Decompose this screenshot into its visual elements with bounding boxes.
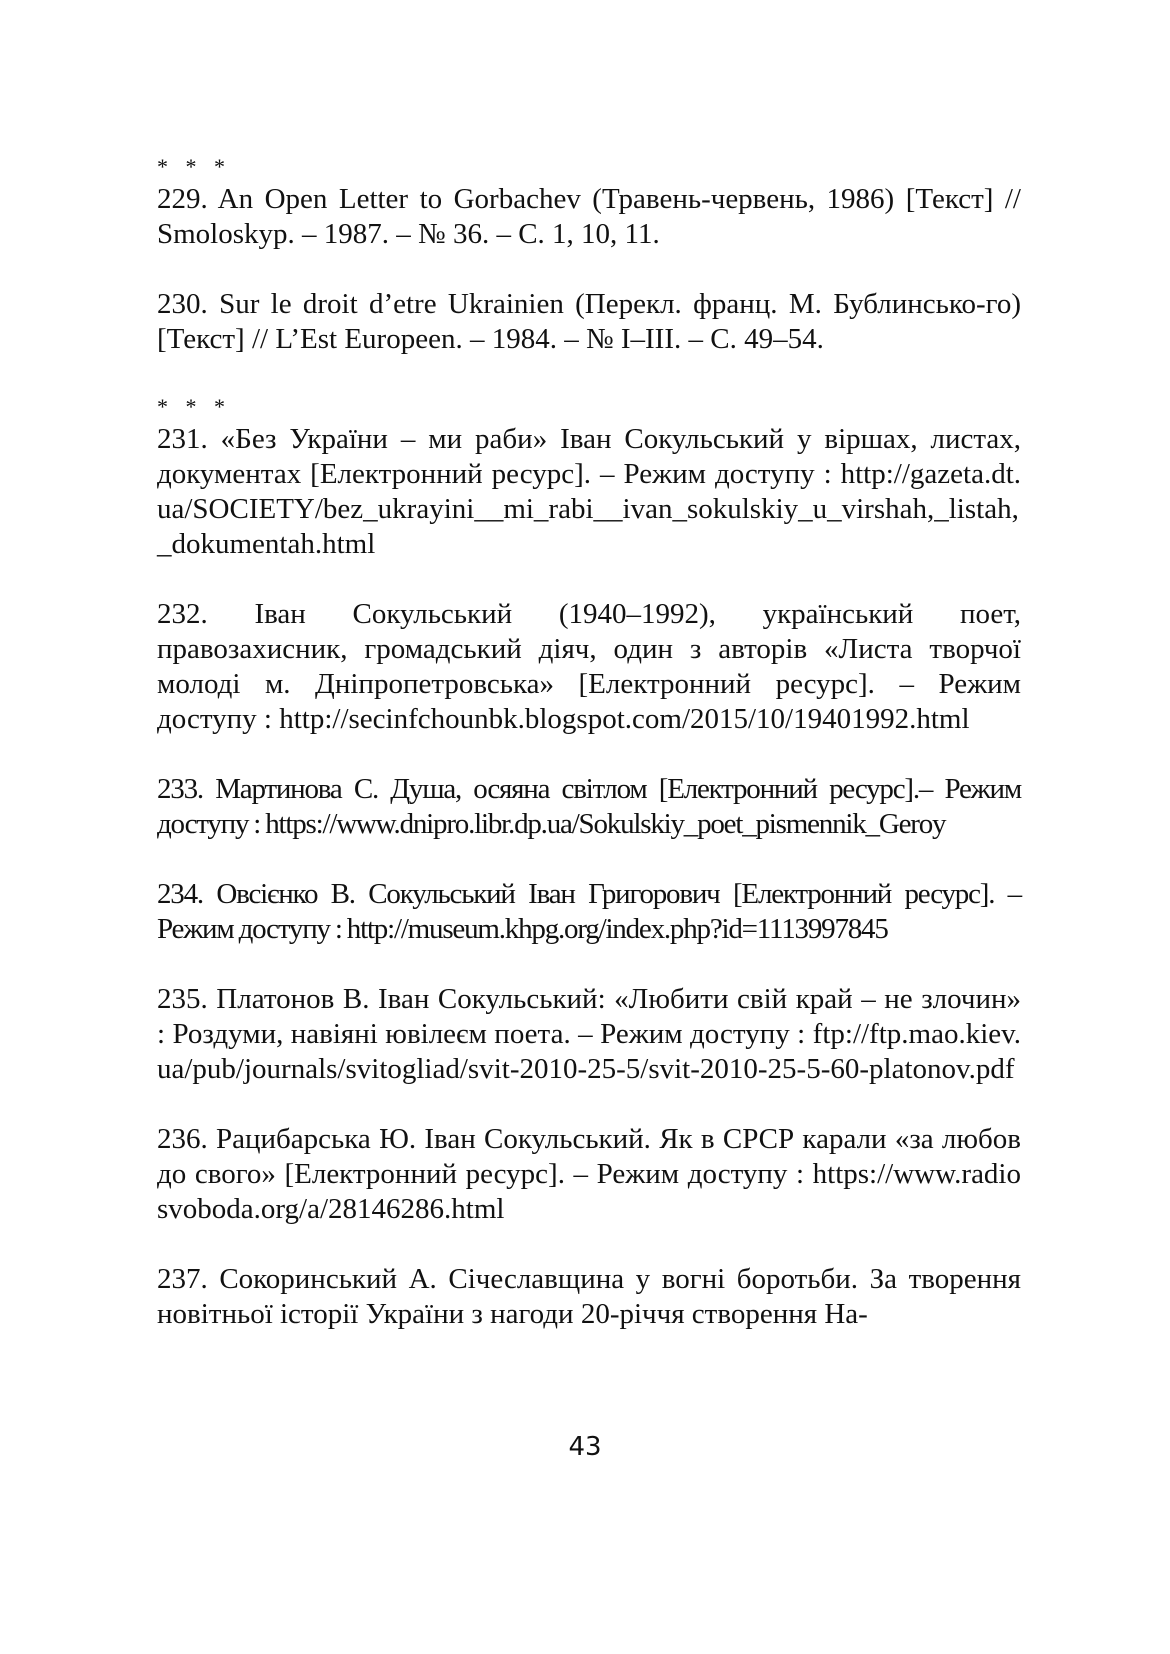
entry-number: 236. <box>157 1123 208 1155</box>
bibliography-entry-230 <box>157 287 1021 357</box>
entry-number: 232. <box>157 598 208 630</box>
section-divider: * * * <box>157 394 231 419</box>
page-number: 43 <box>568 1432 602 1462</box>
entry-text: Іван Сокульський (1940–1992), український поет, правозахисник, громадський діяч, один з авторів «Листа творчої молоді м. Дніпропетровська» [Електронний ресурс]. – Режим доступу : <box>157 598 1021 735</box>
entry-number: 233. <box>157 773 203 805</box>
entry-number: 237. <box>157 1263 208 1295</box>
entry-number: 229. <box>157 183 208 215</box>
bibliography-entry-233 <box>157 772 1021 842</box>
entry-url: ftp://ftp.mao.kiev.ua/pub/journals/svitogliad/svit-2010-25-5/svit-2010-25-5-60-platonov.pdf <box>157 1018 1021 1085</box>
bibliography-entry-232 <box>157 597 1021 737</box>
entry-text: Рацибарська Ю. Іван Сокульський. Як в СРСР карали «за любов до свого» [Електронний ресурс]. – Режим доступу : <box>157 1123 1021 1190</box>
entry-number: 230. <box>157 288 208 320</box>
entry-text: «Без України – ми раби» Іван Сокульський у віршах, листах, документах [Електронний ресурс]. – Режим доступу : <box>157 423 1022 490</box>
bibliography-entry-229 <box>157 182 1021 252</box>
section-divider: * * * <box>157 154 231 179</box>
entry-text: Sur le droit d’etre Ukrainien (Перекл. франц. М. Бублинсько-го) [Текст] // L’Est Europeen. – 1984. – № I–III. – С. 49–54. <box>157 288 1021 355</box>
entry-url: http://gazeta.dt.ua/SOCIETY/bez_ukrayini__mi_rabi__ivan_sokulskiy_u_virshah,_listah,_dokumentah.html <box>157 458 1021 560</box>
entry-number: 231. <box>157 423 208 455</box>
bibliography-entry-231 <box>157 422 1021 562</box>
bibliography-entry-234 <box>157 877 1021 947</box>
entry-text: An Open Letter to Gorbachev (Травень-червень, 1986) [Текст] // Smoloskyp. – 1987. – № 36. – С. 1, 10, 11. <box>157 183 1021 250</box>
bibliography-entry-237 <box>157 1262 1021 1332</box>
entry-text: Сокоринський А. Січеславщина у вогні боротьби. За творення новітньої історії України з нагоди 20-річчя створення На- <box>157 1263 1022 1330</box>
page-body <box>157 152 1021 1367</box>
entry-text: Овсієнко В. Сокульський Іван Григорович [Електронний ресурс]. – Режим доступу : <box>157 878 1021 945</box>
entry-text: Мартинова С. Душа, осяяна світлом [Електронний ресурс].– Режим доступу : <box>157 773 1021 840</box>
bibliography-entry-236 <box>157 1122 1021 1227</box>
entry-url: http://secinfchounbk.blogspot.com/2015/10/19401992.html <box>279 703 970 735</box>
bibliography-entry-235 <box>157 982 1021 1087</box>
entry-number: 234. <box>157 878 203 910</box>
entry-number: 235. <box>157 983 208 1015</box>
entry-url: http://museum.khpg.org/index.php?id=1113997845 <box>346 913 888 945</box>
entry-url: https://www.dnipro.libr.dp.ua/Sokulskiy_poet_pismennik_Geroy <box>265 808 946 840</box>
entry-url: https://www.radiosvoboda.org/a/28146286.html <box>157 1158 1021 1225</box>
entry-text: Платонов В. Іван Сокульський: «Любити свій край – не злочин» : Роздуми, навіяні ювілеєм поета. – Режим доступу : <box>157 983 1021 1050</box>
